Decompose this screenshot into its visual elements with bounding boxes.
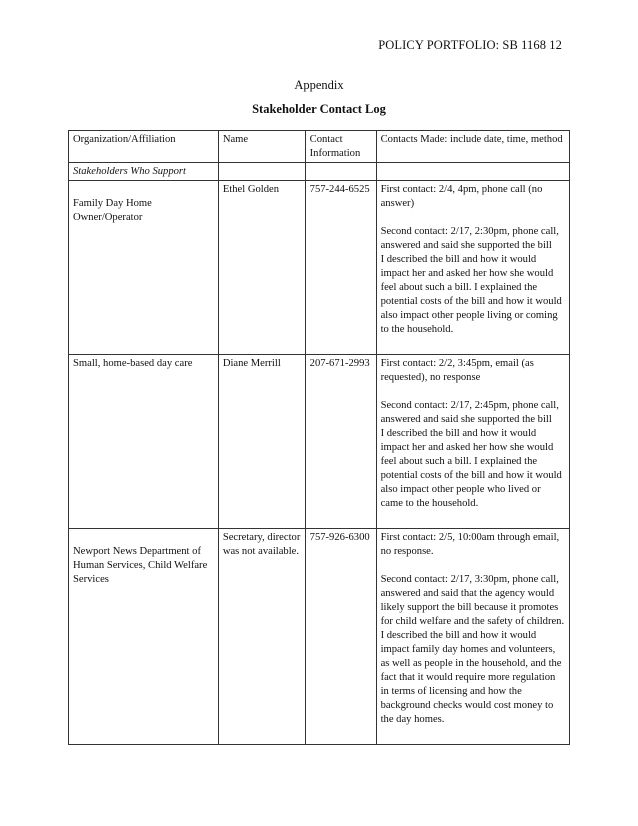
header-org: Organization/Affiliation (69, 131, 219, 163)
table-row (69, 181, 570, 355)
appendix-heading: Appendix (294, 78, 344, 92)
table-row (69, 529, 570, 745)
org-text: Newport News Department of Human Services, Child Welfare Services (73, 546, 208, 585)
first-contact: First contact: 2/2, 3:45pm, email (as requested), no response (380, 358, 534, 383)
row-org: Small, home-based day care (69, 355, 219, 529)
header-contacts-made: Contacts Made: include date, time, method (376, 131, 569, 163)
first-contact: First contact: 2/5, 10:00am through email, no response. (380, 532, 560, 557)
running-head: POLICY PORTFOLIO: SB 1168 12 (378, 38, 562, 52)
org-text: Family Day Home Owner/Operator (73, 198, 152, 223)
table-row (69, 355, 570, 529)
described-note: I described the bill and how it would impact family day homes and volunteers, as well as people in the household, and the fact that it would require more regulation in terms of licensing and how the background checks would cost money to the day homes. (380, 630, 562, 725)
second-contact: Second contact: 2/17, 2:30pm, phone call, answered and said she supported the bill (380, 226, 559, 251)
first-contact: First contact: 2/4, 4pm, phone call (no answer) (380, 184, 543, 209)
section-row (69, 163, 570, 181)
table-header-row (69, 131, 570, 163)
row-name: Secretary, director was not available. (218, 529, 305, 745)
row-contacts-made (376, 181, 569, 355)
row-contact: 207-671-2993 (305, 355, 376, 529)
row-contact: 757-926-6300 (305, 529, 376, 745)
stakeholder-contact-table (68, 130, 570, 745)
second-contact: Second contact: 2/17, 3:30pm, phone call, answered and said that the agency would likely support the bill because it promotes for child welfare and the safety of children. (380, 574, 565, 627)
header-name: Name (218, 131, 305, 163)
row-contacts-made (376, 529, 569, 745)
row-org (69, 181, 219, 355)
section-label: Stakeholders Who Support (69, 163, 219, 181)
row-name: Ethel Golden (218, 181, 305, 355)
second-contact: Second contact: 2/17, 2:45pm, phone call, answered and said she supported the bill (380, 400, 559, 425)
row-name: Diane Merrill (218, 355, 305, 529)
described-note: I described the bill and how it would impact her and asked her how she would feel about such a bill. I explained the potential costs of the bill and how it would also impact other people who lived or came to the household. (380, 428, 562, 509)
header-contact: Contact Information (305, 131, 376, 163)
described-note: I described the bill and how it would impact her and asked her how she would feel about such a bill. I explained the potential costs of the bill and how it would also impact other people living or coming to the household. (380, 254, 562, 335)
row-contacts-made (376, 355, 569, 529)
row-contact: 757-244-6525 (305, 181, 376, 355)
log-title: Stakeholder Contact Log (252, 102, 386, 116)
row-org (69, 529, 219, 745)
